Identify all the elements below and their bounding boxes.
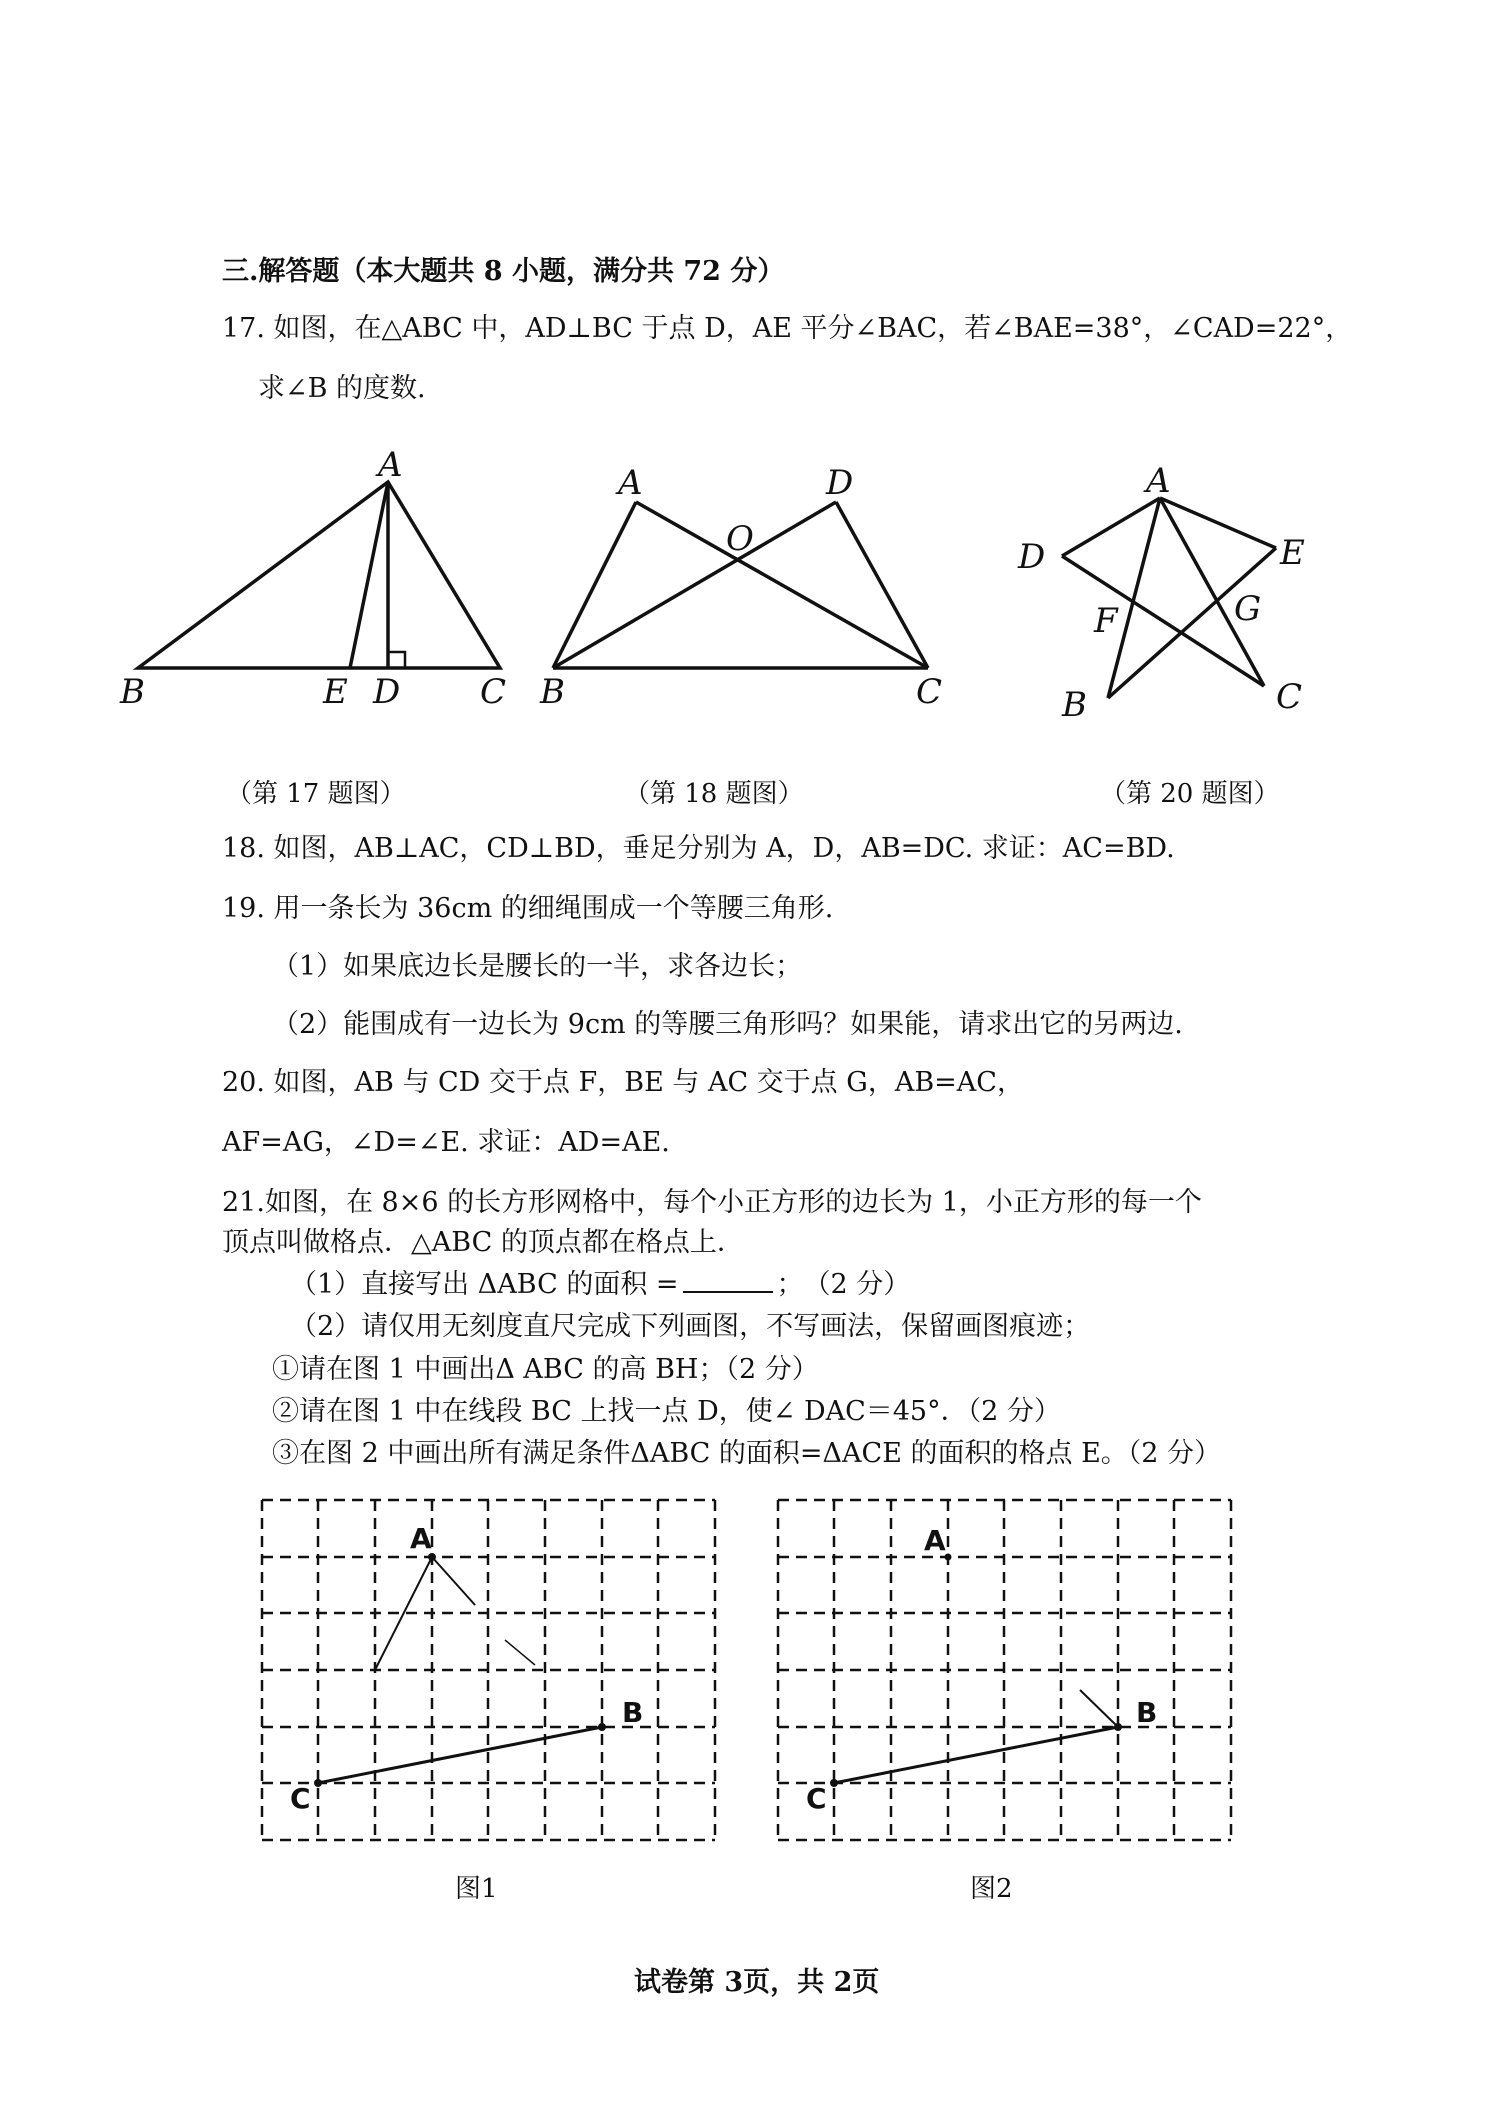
fig20-label-G: G	[1234, 589, 1262, 629]
fig20-label-A: A	[1146, 461, 1171, 501]
grid1-caption: 图1	[455, 1874, 498, 1904]
page-footer: 试卷第 3页，共 2页	[634, 1967, 880, 1998]
section-title: 三.解答题（本大题共 8 小题，满分共 72 分）	[222, 256, 785, 287]
q20-line1: 20. 如图，AB 与 CD 交于点 F，BE 与 AC 交于点 G，AB=AC，	[222, 1067, 1024, 1098]
fig17-label-D: D	[373, 672, 401, 712]
q21-line1: 21.如图，在 8×6 的长方形网格中，每个小正方形的边长为 1，小正方形的每一个	[222, 1187, 1202, 1218]
fig17-label-E: E	[323, 672, 348, 712]
fig17-label-C: C	[480, 672, 507, 712]
fig18-label-O: O	[726, 519, 754, 559]
fig20-label-F: F	[1094, 601, 1118, 641]
fig18-label-D: D	[826, 463, 854, 503]
q19-part1: （1）如果底边长是腰长的一半，求各边长；	[272, 951, 803, 982]
fig17-label-B: B	[120, 672, 145, 712]
fig20-label-B: B	[1062, 685, 1087, 725]
q20-line2: AF=AG，∠D=∠E. 求证：AD=AE.	[222, 1127, 670, 1158]
q21-item3: ③在图 2 中画出所有满足条件ΔABC 的面积=ΔACE 的面积的格点 E。（2 分）	[272, 1438, 1222, 1469]
grid1-label-A: A	[410, 1522, 432, 1555]
grid1-label-C: C	[290, 1782, 311, 1815]
fig17-caption: （第 17 题图）	[226, 779, 406, 809]
grid-1-lines	[262, 1500, 715, 1840]
q21-part1-suffix: ； （2 分）	[776, 1269, 911, 1300]
grid1-label-B: B	[622, 1696, 644, 1729]
grid2-label-C: C	[806, 1782, 827, 1815]
fig20-label-D: D	[1018, 537, 1046, 577]
q19-text: 19. 用一条长为 36cm 的细绳围成一个等腰三角形.	[222, 893, 834, 924]
fig20-label-C: C	[1276, 677, 1303, 717]
q18-text: 18. 如图，AB⊥AC，CD⊥BD，垂足分别为 A，D，AB=DC. 求证：AC=BD.	[222, 833, 1175, 864]
q17-line2: 求∠B 的度数.	[258, 373, 426, 404]
segment-bc-2	[834, 1690, 1118, 1783]
fig18-label-C: C	[916, 672, 943, 712]
grid2-label-B: B	[1136, 1696, 1158, 1729]
q19-part2: （2）能围成有一边长为 9cm 的等腰三角形吗？如果能，请求出它的另两边.	[272, 1009, 1183, 1040]
grid-2-lines	[778, 1500, 1231, 1840]
grid-figure-1	[262, 1500, 715, 1840]
grid2-caption: 图2	[970, 1874, 1013, 1904]
grid-figure-2	[778, 1500, 1231, 1840]
grid2-label-A: A	[924, 1524, 946, 1557]
fig18-label-B: B	[540, 672, 565, 712]
fig20-caption: （第 20 题图）	[1100, 779, 1280, 809]
q21-item2: ②请在图 1 中在线段 BC 上找一点 D，使∠ DAC＝45°．（2 分）	[272, 1396, 1061, 1427]
fig17-label-A: A	[378, 445, 403, 485]
fig18-label-A: A	[618, 463, 643, 503]
q21-line2: 顶点叫做格点．△ABC 的顶点都在格点上．	[222, 1227, 744, 1258]
fig20-label-E: E	[1280, 533, 1305, 573]
q21-part2: （2）请仅用无刻度直尺完成下列画图，不写画法，保留画图痕迹；	[290, 1311, 1091, 1342]
q21-item1: ①请在图 1 中画出Δ ABC 的高 BH；（2 分）	[272, 1354, 819, 1385]
q17-line1: 17. 如图，在△ABC 中，AD⊥BC 于点 D，AE 平分∠BAC，若∠BAE=38°，∠CAD=22°，	[222, 313, 1353, 344]
q21-part1-prefix: （1）直接写出 ΔABC 的面积 =	[290, 1269, 679, 1300]
fig18-caption: （第 18 题图）	[624, 779, 804, 809]
